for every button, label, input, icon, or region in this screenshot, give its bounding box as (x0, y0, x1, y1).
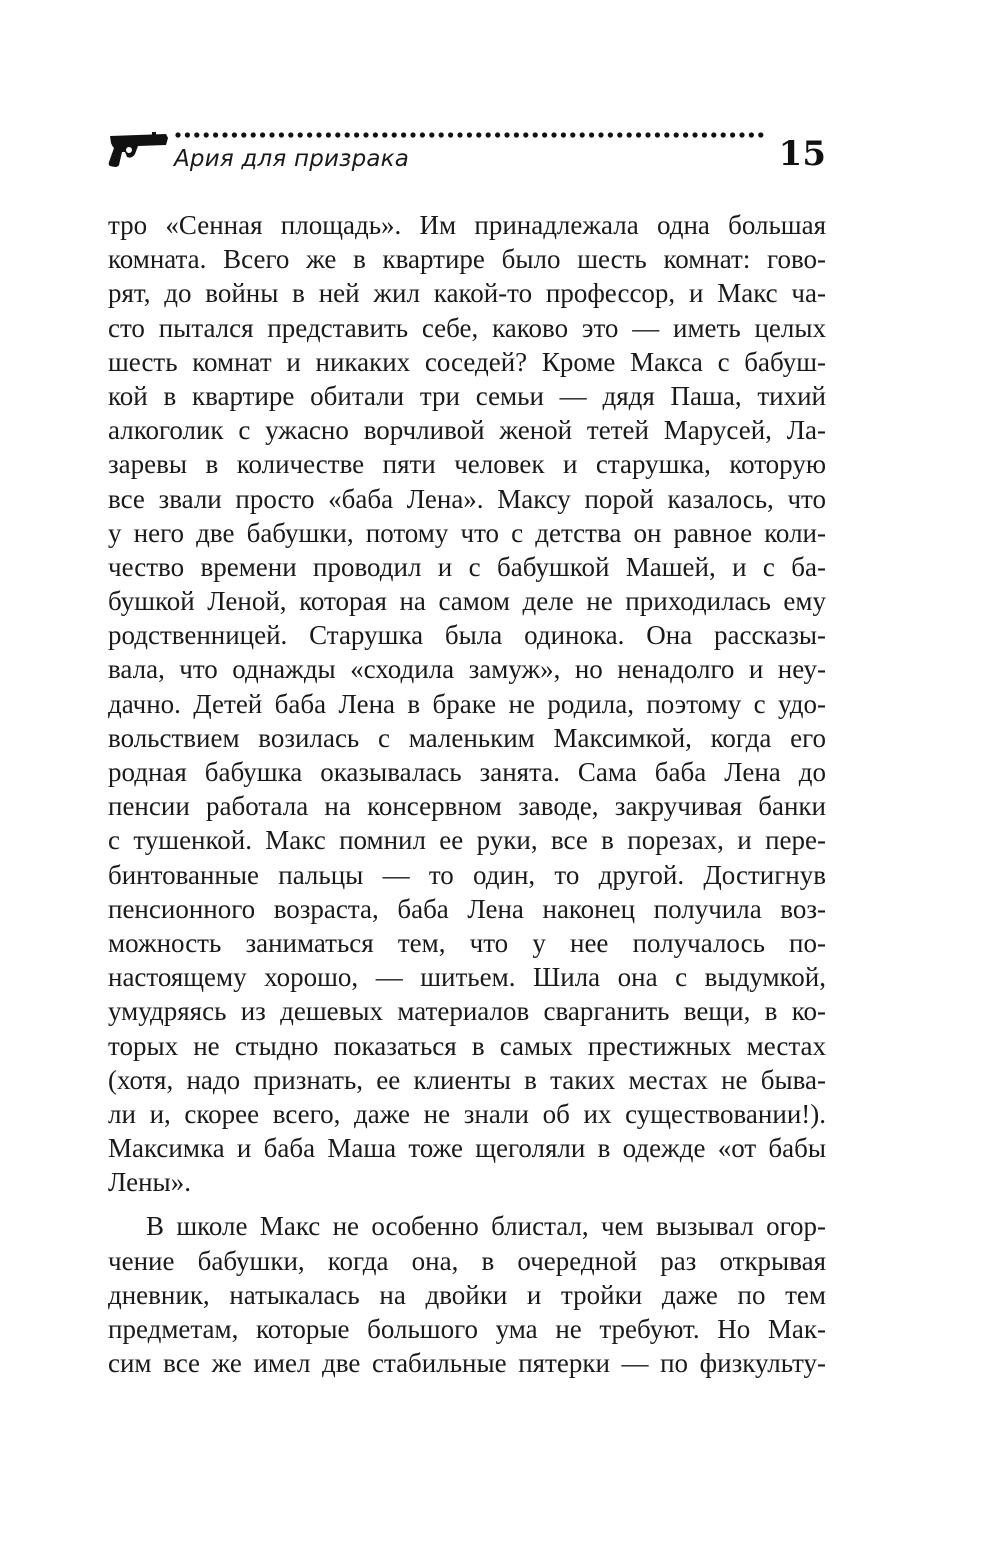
dotted-rule (174, 128, 764, 142)
text-line: предметам, которые большого ума не требуют. Но Мак- (108, 1314, 826, 1344)
rule-dot (533, 132, 538, 137)
text-line: с тушенкой. Макс помнил ее руки, все в порезах, и пере- (108, 825, 826, 856)
text-line: кой в квартире обитали три семьи — дядя Паша, тихий (108, 380, 826, 411)
text-line: сто пытался представить себе, каково это — иметь целых (108, 312, 826, 343)
text-line: все звали просто «баба Лена». Максу порой казалось, что (108, 483, 826, 514)
rule-dot (721, 132, 726, 137)
rule-dot (401, 132, 406, 137)
rule-dot (749, 132, 754, 137)
rule-dot (739, 132, 744, 137)
running-title: Ария для призрака (174, 146, 410, 172)
rule-dot (504, 132, 509, 137)
rule-dot (335, 132, 340, 137)
text-line: вольствием возилась с маленьким Максимкой, когда его (108, 722, 826, 753)
rule-dot (260, 132, 265, 137)
text-line: заревы в количестве пяти человек и старушка, которую (108, 449, 826, 480)
text-line: комната. Всего же в квартире было шесть комнат: гово- (108, 244, 826, 275)
text-line: пенсионного возраста, баба Лена наконец получила воз- (108, 893, 826, 924)
rule-dot (392, 132, 397, 137)
rule-dot (551, 132, 556, 137)
text-line: алкоголик с ужасно ворчливой женой тетей Марусей, Ла- (108, 415, 826, 446)
rule-dot (279, 132, 284, 137)
paragraph (108, 208, 826, 1199)
text-line: торых не стыдно показаться в самых престижных местах (108, 1030, 826, 1061)
rule-dot (429, 132, 434, 137)
rule-dot (702, 132, 707, 137)
rule-dot (213, 132, 218, 137)
rule-dot (175, 132, 180, 137)
rule-dot (251, 132, 256, 137)
rule-dot (636, 132, 641, 137)
text-line: бинтованные пальцы — то один, то другой. Достигнув (108, 859, 826, 890)
paragraph-gap (108, 1199, 826, 1209)
text-line: умудряясь из дешевых материалов сварганить вещи, в ко- (108, 996, 826, 1027)
paragraph (108, 1209, 826, 1380)
page-number: 15 (778, 134, 826, 174)
rule-dot (627, 132, 632, 137)
rule-dot (420, 132, 425, 137)
text-line: Лены». (108, 1167, 191, 1198)
rule-dot (589, 132, 594, 137)
rule-dot (495, 132, 500, 137)
rule-dot (476, 132, 481, 137)
rule-dot (204, 132, 209, 137)
text-line: пенсии работала на консервном заводе, закручивая банки (108, 791, 826, 822)
text-line: В школе Макс не особенно блистал, чем вызывал огор- (146, 1211, 826, 1242)
rule-dot (288, 132, 293, 137)
text-line: можность заниматься тем, что у нее получалось по- (108, 927, 826, 958)
rule-dot (316, 132, 321, 137)
text-line: дачно. Детей баба Лена в браке не родила, поэтому с удо- (108, 688, 826, 719)
rule-dot (307, 132, 312, 137)
text-line: родная бабушка оказывалась занята. Сама баба Лена до (108, 757, 826, 787)
rule-dot (382, 132, 387, 137)
rule-dot (232, 132, 237, 137)
rule-dot (194, 132, 199, 137)
rule-dot (645, 132, 650, 137)
rule-dot (345, 132, 350, 137)
rule-dot (758, 132, 763, 137)
page-header (108, 118, 826, 188)
rule-dot (683, 132, 688, 137)
rule-dot (608, 132, 613, 137)
rule-dot (354, 132, 359, 137)
rule-dot (241, 132, 246, 137)
text-line: чество времени проводил и с бабушкой Машей, и с ба- (108, 551, 826, 582)
rule-dot (185, 132, 190, 137)
revolver-icon (108, 132, 170, 168)
rule-dot (617, 132, 622, 137)
rule-dot (457, 132, 462, 137)
text-line: чение бабушки, когда она, в очередной раз открывая (108, 1245, 826, 1276)
text-line: Максимка и баба Маша тоже щеголяли в одежде «от бабы (108, 1133, 826, 1164)
rule-dot (523, 132, 528, 137)
rule-dot (561, 132, 566, 137)
text-line: у него две бабушки, потому что с детства он равное коли- (108, 517, 826, 548)
rule-dot (486, 132, 491, 137)
rule-dot (373, 132, 378, 137)
rule-dot (570, 132, 575, 137)
rule-dot (410, 132, 415, 137)
rule-dot (448, 132, 453, 137)
text-line: (хотя, надо признать, ее клиенты в таких местах не быва- (108, 1064, 826, 1095)
rule-dot (580, 132, 585, 137)
text-line: ли и, скорее всего, даже не знали об их существовании!). (108, 1098, 826, 1129)
rule-dot (711, 132, 716, 137)
rule-dot (269, 132, 274, 137)
rule-dot (542, 132, 547, 137)
text-line: бушкой Леной, которая на самом деле не приходилась ему (108, 586, 826, 617)
rule-dot (467, 132, 472, 137)
text-line: рят, до войны в ней жил какой-то профессор, и Макс ча- (108, 278, 826, 309)
text-line: вала, что однажды «сходила замуж», но ненадолго и неу- (108, 654, 826, 685)
rule-dot (674, 132, 679, 137)
rule-dot (439, 132, 444, 137)
text-line: шесть комнат и никаких соседей? Кроме Макса с бабуш- (108, 346, 826, 377)
rule-dot (692, 132, 697, 137)
rule-dot (326, 132, 331, 137)
text-line: настоящему хорошо, — шитьем. Шила она с выдумкой, (108, 962, 826, 993)
rule-dot (598, 132, 603, 137)
rule-dot (664, 132, 669, 137)
rule-dot (655, 132, 660, 137)
rule-dot (514, 132, 519, 137)
text-line: тро «Сенная площадь». Им принадлежала одна большая (108, 210, 826, 240)
body-text (108, 208, 826, 1380)
rule-dot (222, 132, 227, 137)
rule-dot (298, 132, 303, 137)
text-line: родственницей. Старушка была одинока. Она рассказы- (108, 620, 826, 651)
rule-dot (363, 132, 368, 137)
rule-dot (730, 132, 735, 137)
text-line: дневник, натыкалась на двойки и тройки даже по тем (108, 1279, 826, 1310)
text-line: сим все же имел две стабильные пятерки — по физкульту- (108, 1348, 826, 1379)
